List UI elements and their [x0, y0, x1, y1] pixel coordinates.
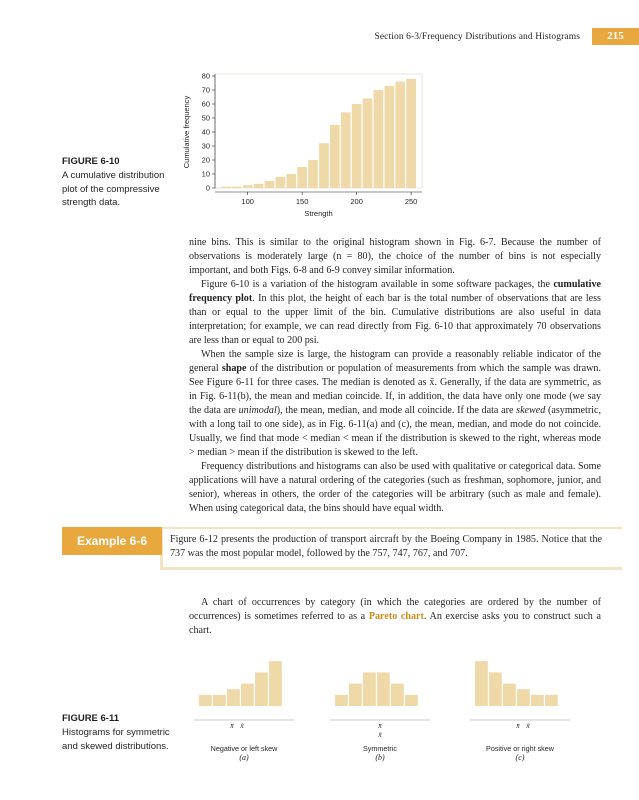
histogram-panel-c [470, 655, 580, 765]
keyword-pareto-chart: Pareto chart [368, 611, 424, 622]
histogram-bar [517, 689, 530, 706]
paragraph-3: When the sample size is large, the histogram can provide a reasonably reliable indicator of the general shape of the distribution or population of measurements from which the sample was drawn. See Figure 6-11 for three cases. The median is denoted as x̃. Generally, if the data are symmetric, as in Fig. 6-11(b), the mean and median coincide. If, in addition, the data have only one mode (we say the data are unimodal), the mean, median, and mode all coincide. If the data are skewed (asymmetric, with a long tail to one side), as in Fig. 6-11(a) and (c), the mean, median, and mode do not coincide. Usually, we find that mode < median < mean if the distribution is skewed to the right, whereas mode > median > mean if the distribution is skewed to the left. [189, 349, 601, 458]
cumulative-bar [374, 90, 384, 188]
cumulative-bar [297, 167, 307, 188]
keyword-cumulative-frequency-plot: cumulative frequency plot [189, 279, 601, 304]
panel-caption: Symmetric [363, 744, 397, 753]
y-axis-title: Cumulative frequency [182, 95, 191, 169]
cumulative-bar [352, 104, 362, 188]
x-tick-label: 100 [241, 197, 254, 206]
cumulative-bar [308, 160, 318, 188]
histogram-bar [199, 695, 212, 706]
histogram-bar [377, 672, 390, 706]
histogram-bar [363, 672, 376, 706]
cumulative-bar [330, 125, 340, 188]
y-tick-label: 30 [201, 141, 210, 151]
histogram-bar [391, 684, 404, 706]
panel-caption: Negative or left skew [210, 744, 278, 753]
cumulative-bar [221, 187, 231, 188]
cumulative-bar [341, 112, 351, 188]
panel-letter: (b) [375, 753, 385, 762]
histogram-bar [255, 672, 268, 706]
histogram-bar [213, 695, 226, 706]
histogram-bar [545, 695, 558, 706]
figure-6-11-caption: Histograms for symmetric and skewed distributions. [62, 727, 170, 752]
keyword-shape: shape [221, 363, 247, 374]
histogram-bar [241, 684, 254, 706]
cumulative-bar [243, 185, 253, 188]
histogram-bar [349, 684, 362, 706]
y-tick-label: 50 [201, 113, 210, 123]
panel-letter: (a) [239, 753, 249, 762]
histogram-bar [335, 695, 348, 706]
histogram-bar [405, 695, 418, 706]
x-tick-label: 150 [295, 197, 309, 206]
histogram-bar [503, 684, 516, 706]
y-tick-label: 70 [201, 85, 210, 95]
cumulative-bar [254, 184, 264, 188]
paragraph-2: Figure 6-10 is a variation of the histogram available in some software packages, the cumulative frequency plot. In this plot, the height of each bar is the total number of observations that are less than or equal to the upper limit of the bin. Cumulative distributions are also useful in data interpretation; for example, we can read directly from Fig. 6-10 that approximately 70 observations are less than or equal to 200 psi. [189, 279, 601, 346]
histogram-bar [531, 695, 544, 706]
mean-label: x̄ [516, 721, 520, 730]
paragraph-4: Frequency distributions and histograms can also be used with qualitative or categorical data. Some applications will have a natural ordering of the categories (such as freshman, sophomore, junior, and senior), whereas in others, the order of the categories will be arbitrary (such as male and female). When using categorical data, the bins should have equal width. [189, 461, 601, 514]
body-text [189, 236, 601, 516]
median-label: x̃ [378, 730, 382, 739]
x-tick-label: 250 [404, 197, 418, 206]
pareto-paragraph: A chart of occurrences by category (in which the categories are ordered by the number of occurrences) is sometimes referred to as a Pareto chart. An exercise asks you to construct such a chart. [189, 597, 602, 636]
histogram-panel-a [194, 655, 304, 765]
example-text: Figure 6-12 presents the production of transport aircraft by the Boeing Company in 1985. Notice that the 737 was the most popular model, followed by the 757, 747, 767, and 707. [170, 534, 602, 559]
panel-letter: (c) [515, 753, 525, 762]
mean-label: x̄ [378, 721, 382, 730]
histogram-bar [489, 672, 502, 706]
cumulative-bar [276, 177, 286, 188]
cumulative-bar [363, 98, 373, 188]
y-tick-label: 10 [201, 169, 210, 179]
mean-label: x̄ [230, 721, 234, 730]
cumulative-bar [384, 86, 394, 188]
example-label: Example 6-6 [62, 527, 162, 555]
x-axis-title: Strength [304, 209, 333, 218]
figure-6-10-caption: A cumulative distribution plot of the compressive strength data. [62, 170, 165, 208]
cumulative-bar [395, 82, 405, 188]
y-tick-label: 0 [205, 183, 210, 193]
median-label: x̃ [240, 721, 244, 730]
y-tick-label: 40 [201, 127, 210, 137]
figure-6-10-label: FIGURE 6-10 [62, 156, 120, 167]
running-head: Section 6-3/Frequency Distributions and Histograms [374, 32, 580, 42]
histogram-bar [227, 689, 240, 706]
cumulative-bar [319, 143, 329, 188]
x-tick-label: 200 [350, 197, 363, 206]
y-tick-label: 80 [201, 71, 210, 81]
histogram-bar [269, 661, 282, 706]
cumulative-bar [406, 79, 416, 188]
cumulative-frequency-chart [160, 68, 430, 230]
figure-6-11-label: FIGURE 6-11 [62, 713, 120, 724]
cumulative-bar [232, 187, 242, 188]
histogram-bar [475, 661, 488, 706]
y-tick-label: 20 [201, 155, 210, 165]
cumulative-bar [265, 181, 275, 188]
histogram-panel-b [330, 655, 440, 765]
cumulative-bar [286, 174, 296, 188]
paragraph-1: nine bins. This is similar to the original histogram shown in Fig. 6-7. Because the number of observations is moderately large (n = 80), the choice of the number of bins is not especially important, and both Figs. 6-8 and 6-9 convey similar information. [189, 237, 601, 276]
panel-caption: Positive or right skew [486, 744, 554, 753]
y-tick-label: 60 [201, 99, 210, 109]
median-label: x̃ [526, 721, 530, 730]
page-number: 215 [592, 28, 639, 45]
